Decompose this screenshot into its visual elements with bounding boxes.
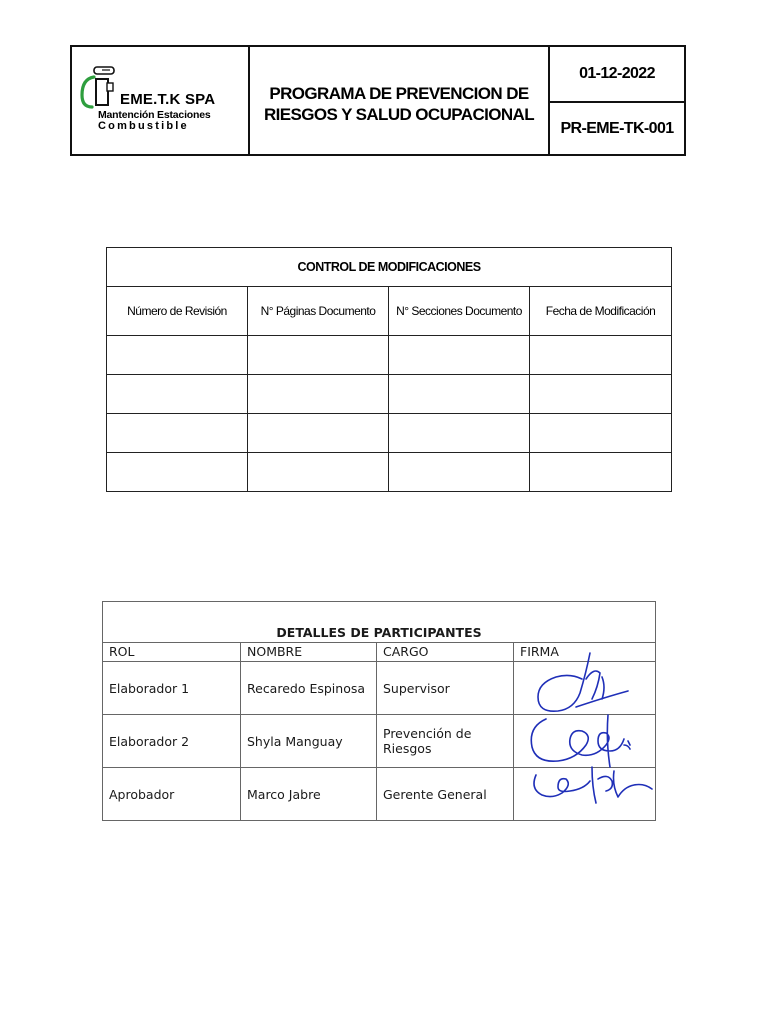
table-cell: [389, 414, 530, 453]
table-cell: [248, 453, 389, 492]
participant-name: Marco Jabre: [241, 768, 377, 821]
column-header-revision: Número de Revisión: [107, 287, 248, 336]
table-cell: [248, 375, 389, 414]
table-cell: [530, 375, 672, 414]
participant-position: Supervisor: [377, 662, 514, 715]
participant-role: Elaborador 1: [103, 662, 241, 715]
table-cell: [248, 336, 389, 375]
modifications-table-title: CONTROL DE MODIFICACIONES: [107, 248, 672, 287]
table-cell: [530, 336, 672, 375]
participant-position: Gerente General: [377, 768, 514, 821]
company-logo: [72, 47, 250, 154]
fuel-pump-logo-icon: [80, 65, 122, 113]
column-header-firma: FIRMA: [514, 643, 656, 662]
table-cell: [107, 414, 248, 453]
table-cell: [248, 414, 389, 453]
participant-position: Prevención de Riesgos: [377, 715, 514, 768]
participants-table-title: DETALLES DE PARTICIPANTES: [103, 602, 656, 643]
table-row: [103, 662, 656, 715]
document-header: [70, 45, 686, 156]
column-header-sections: N° Secciones Documento: [389, 287, 530, 336]
column-header-cargo: CARGO: [377, 643, 514, 662]
signature-cell: [514, 662, 656, 715]
table-row: [103, 768, 656, 821]
table-cell: [107, 375, 248, 414]
table-cell: [107, 336, 248, 375]
logo-tagline-2: Combustible: [98, 120, 189, 132]
participants-section: [102, 601, 657, 823]
logo-brand-name: EME.T.K SPA: [120, 91, 216, 108]
logo-tagline-1: Mantención Estaciones: [98, 109, 211, 121]
table-row: [107, 375, 672, 414]
signature-cell: [514, 768, 656, 821]
table-cell: [389, 375, 530, 414]
table-row: [107, 414, 672, 453]
document-code: PR-EME-TK-001: [560, 119, 674, 137]
table-cell: [389, 336, 530, 375]
column-header-rol: ROL: [103, 643, 241, 662]
table-row: [107, 336, 672, 375]
document-title: PROGRAMA DE PREVENCION DE RIESGOS Y SALUD OCUPACIONAL: [250, 47, 550, 154]
document-date: 01-12-2022: [550, 47, 684, 103]
modifications-table: [106, 247, 672, 492]
column-header-date: Fecha de Modificación: [530, 287, 672, 336]
column-header-pages: N° Páginas Documento: [248, 287, 389, 336]
participant-role: Aprobador: [103, 768, 241, 821]
table-cell: [107, 453, 248, 492]
column-header-nombre: NOMBRE: [241, 643, 377, 662]
table-row: [103, 715, 656, 768]
participant-name: Recaredo Espinosa: [241, 662, 377, 715]
participant-name: Shyla Manguay: [241, 715, 377, 768]
signature-cell: [514, 715, 656, 768]
participants-table: [102, 601, 656, 821]
table-row: [107, 453, 672, 492]
table-cell: [530, 453, 672, 492]
participant-role: Elaborador 2: [103, 715, 241, 768]
table-cell: [389, 453, 530, 492]
table-cell: [530, 414, 672, 453]
